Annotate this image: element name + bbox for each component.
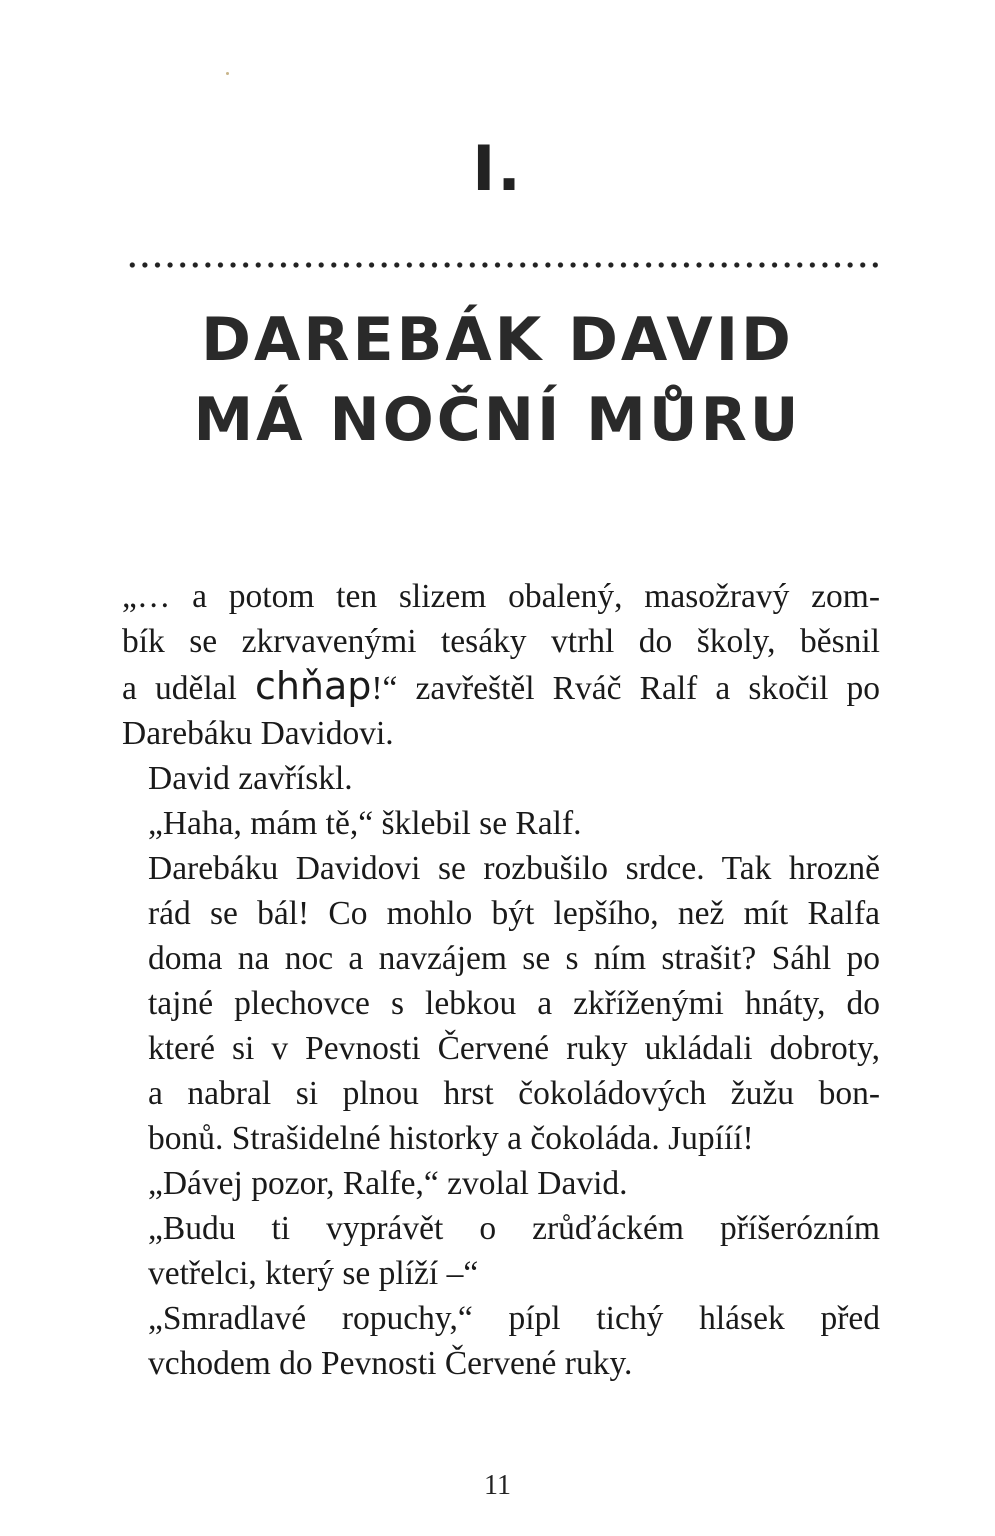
text-fragment: !“ zavřeštěl Rváč Ralf a skočil po: [371, 670, 880, 707]
text-line: doma na noc a navzájem se s ním strašit? Sáhl po: [148, 940, 880, 977]
text-line: „Smradlavé ropuchy,“ pípl tichý hlásek před: [148, 1300, 880, 1337]
text-fragment: a udělal: [122, 670, 255, 707]
text-line: bík se zkrvavenými tesáky vtrhl do školy, běsnil: [122, 623, 880, 660]
onomatopoeia-word: chňap: [254, 664, 372, 708]
text-line: „Budu ti vyprávět o zrůďáckém příšerózním: [148, 1210, 880, 1247]
paragraph-7: [122, 1296, 880, 1386]
text-line: „Dávej pozor, Ralfe,“ zvolal David.: [148, 1165, 628, 1202]
text-line: David zavřískl.: [148, 760, 353, 797]
chapter-title: [0, 300, 995, 460]
text-line: tajné plechovce s lebkou a zkříženými hnáty, do: [148, 985, 880, 1022]
text-line: „… a potom ten slizem obalený, masožravý zom-: [122, 578, 880, 615]
text-line: vetřelci, který se plíží –“: [148, 1255, 479, 1292]
chapter-title-line-1: DAREBÁK DAVID: [201, 305, 794, 375]
page-number: 11: [484, 1470, 511, 1501]
paragraph-2: [122, 756, 880, 801]
paragraph-3: [122, 801, 880, 846]
text-line: Darebáku Davidovi se rozbušilo srdce. Tak hrozně: [148, 850, 880, 887]
paragraph-5: [122, 1161, 880, 1206]
dotted-divider: [126, 261, 878, 269]
chapter-title-line-2: MÁ NOČNÍ MŮRU: [193, 385, 802, 455]
text-line: bonů. Strašidelné historky a čokoláda. Jupííí!: [148, 1120, 754, 1157]
text-line: [122, 664, 880, 711]
paragraph-4: [122, 846, 880, 1161]
paragraph-6: [122, 1206, 880, 1296]
text-line: které si v Pevnosti Červené ruky ukládali dobroty,: [148, 1030, 880, 1067]
text-line: Darebáku Davidovi.: [122, 715, 394, 752]
chapter-number: I.: [472, 132, 523, 205]
text-line: rád se bál! Co mohlo být lepšího, než mít Ralfa: [148, 895, 880, 932]
paragraph-1: [122, 574, 880, 756]
body-text: [122, 574, 880, 1386]
text-line: „Haha, mám tě,“ šklebil se Ralf.: [148, 805, 582, 842]
text-line: vchodem do Pevnosti Červené ruky.: [148, 1345, 633, 1382]
text-line: a nabral si plnou hrst čokoládových žužu bon-: [148, 1075, 880, 1112]
paper-speck: [226, 72, 229, 75]
